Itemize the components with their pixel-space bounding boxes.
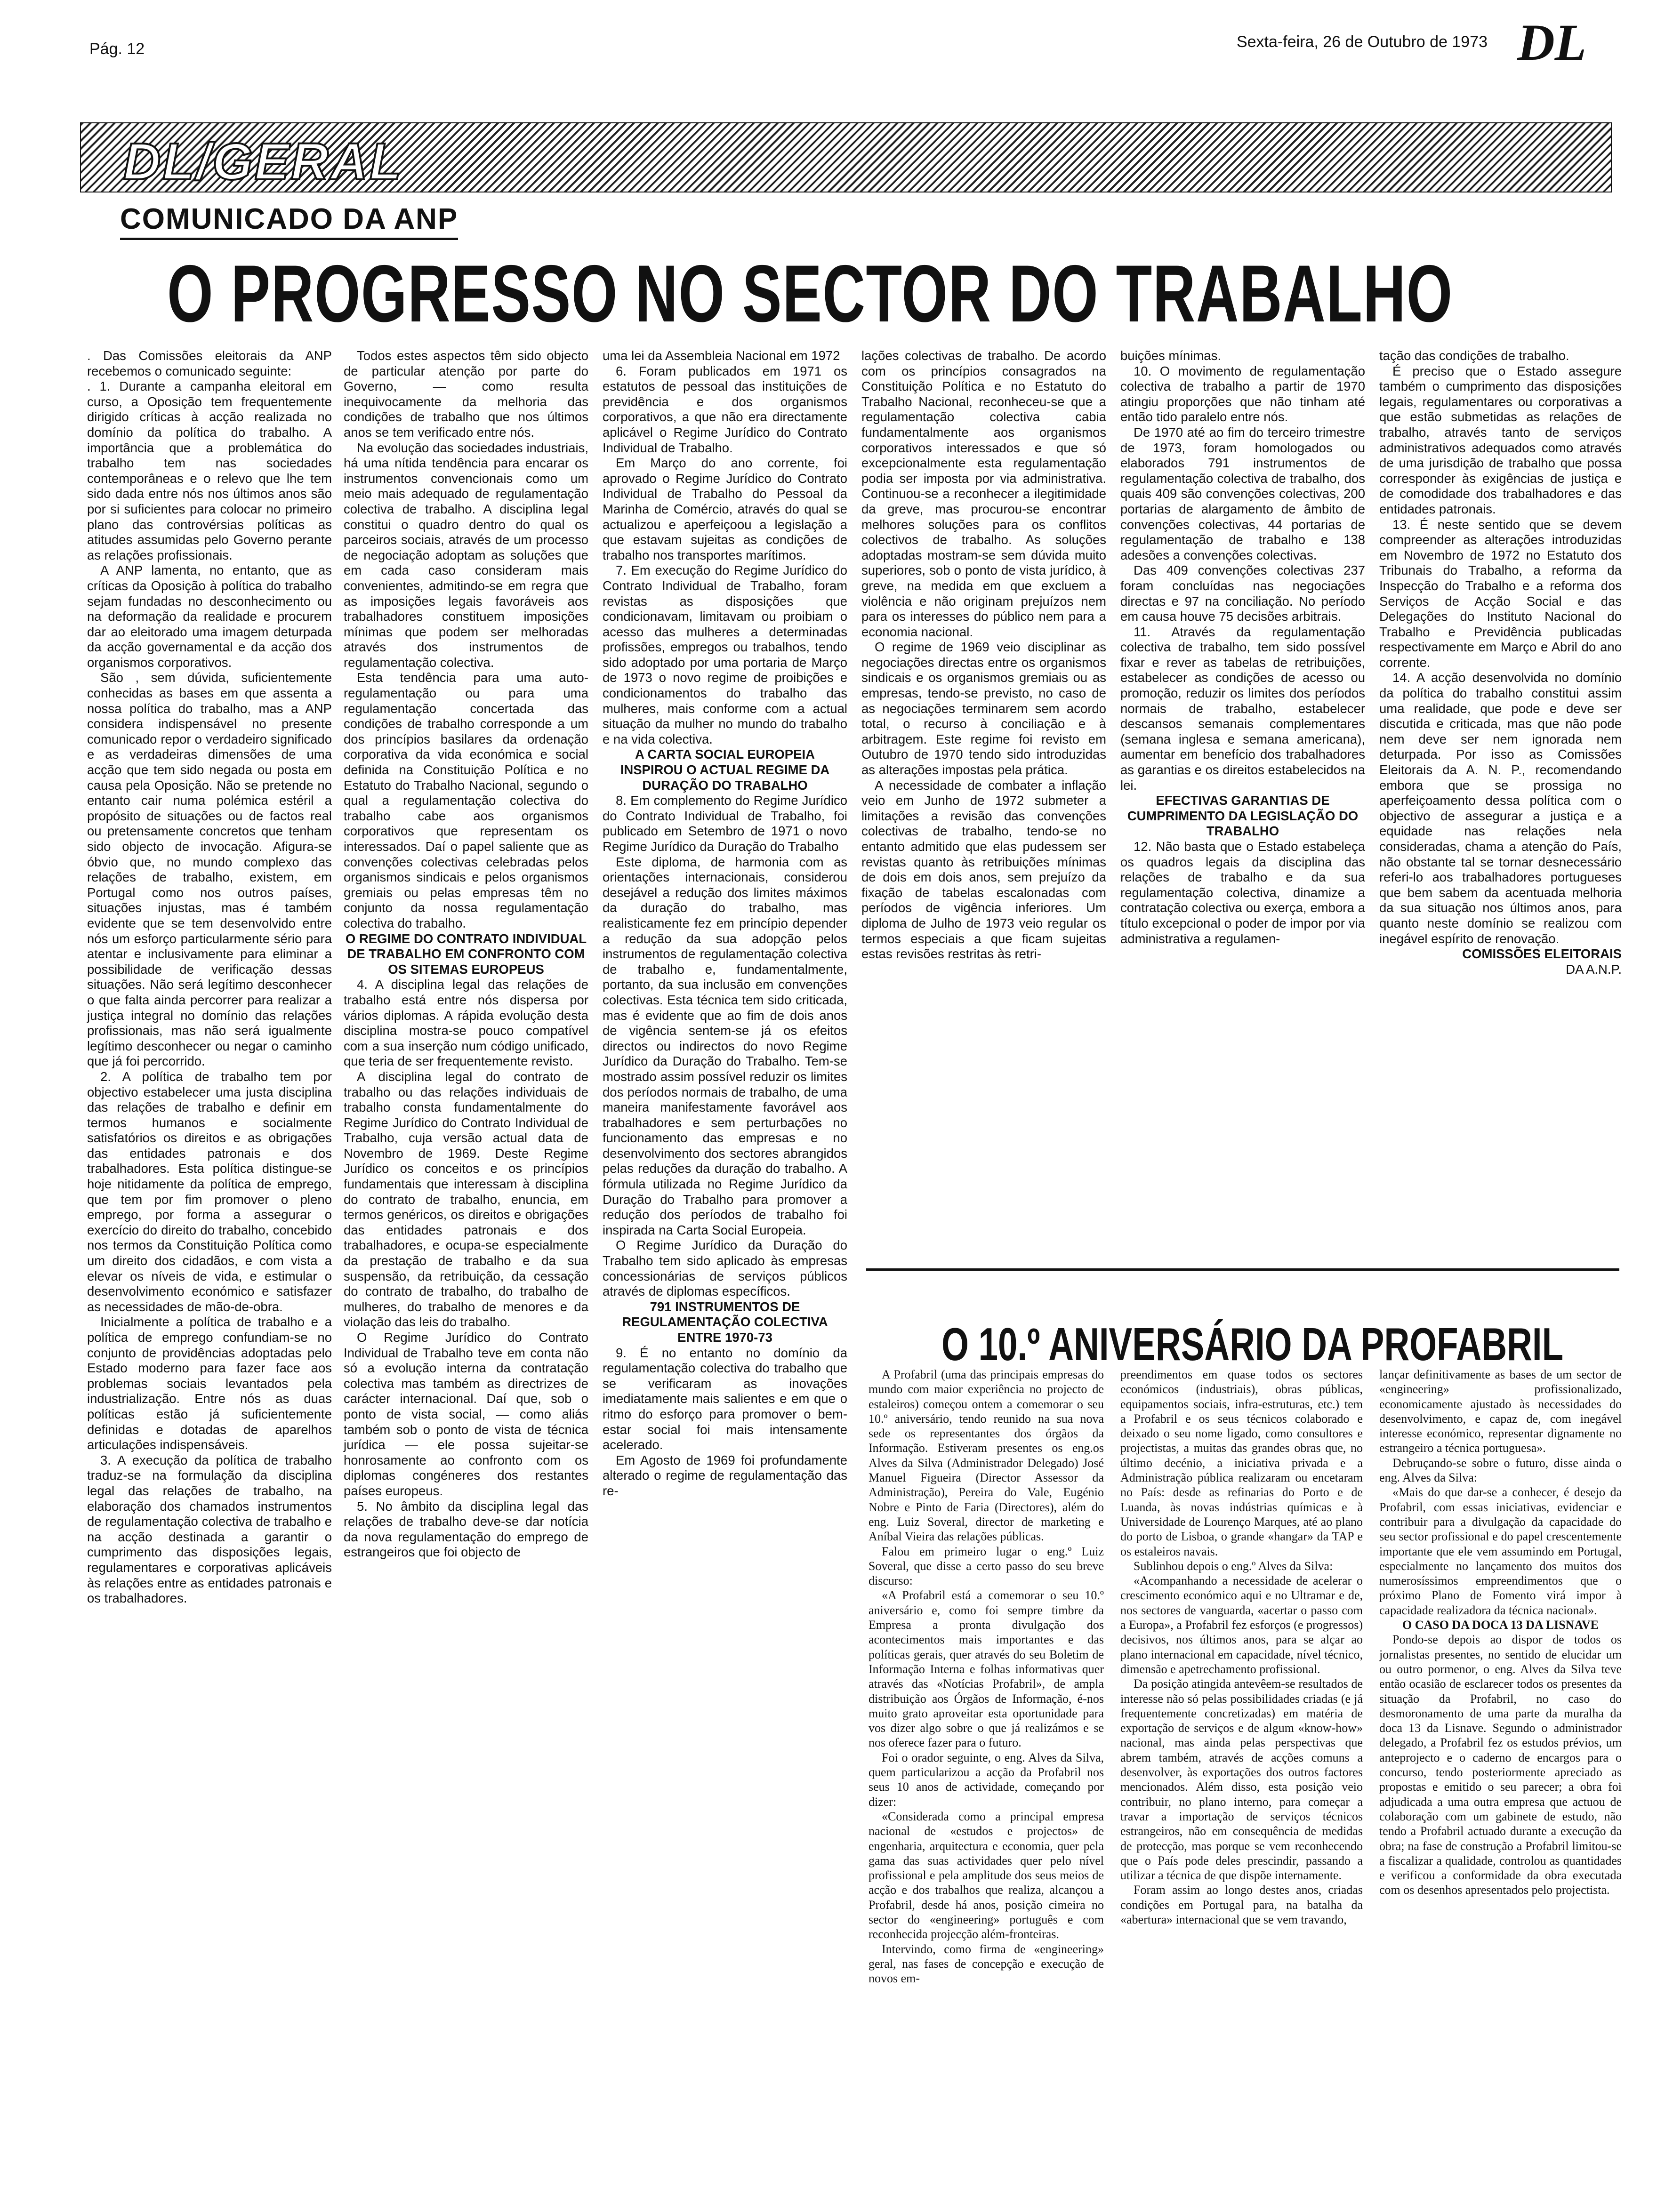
paragraph: Esta tendência para uma auto-regulamentação ou para uma regulamentação concertada das condições de trabalho corresponde a um dos princípios basilares da ordenação corporativa da vida económica e social definida na Constituição Política e no Estatuto do Trabalho Nacional, segundo o qual a regulamentação colectiva do trabalho cabe aos organismos corporativos que representam os interessados. Daí o papel saliente que as convenções colectivas celebradas pelos organismos sindicais e pelos organismos gremiais ou pelas empresas têm no conjunto da nossa regulamentação colectiva do trabalho.: [344, 670, 588, 930]
paragraph: A ANP lamenta, no entanto, que as críticas da Oposição à política do trabalho sejam fundadas no desconhecimento ou na deformação da realidade e procurem dar ao eleitorado uma imagem deturpada da acção governamental e da acção dos organismos corporativos.: [87, 563, 332, 670]
paragraph: 12. Não basta que o Estado estabeleça os quadros legais da disciplina das relações de trabalho e da sua regulamentação colectiva, dinamize a contratação colectiva ou exerça, embora a título excepcional o poder de impor por via administrativa a regulamen-: [1120, 839, 1365, 946]
article-headline: O PROGRESSO NO SECTOR DO TRABALHO: [167, 248, 1453, 339]
paragraph: 14. A acção desenvolvida no domínio da política do trabalho constitui assim uma realidade, que pode e deve ser discutida e criticada, mas que não pode nem deve ser nem ignorada nem deturpada. Por isso as Comissões Eleitorais da A. N. P., recomendando embora que se prossiga no aperfeiçoamento dessa política com o objectivo de assegurar a justiça e a equidade nas relações nela consideradas, chama a atenção do País, não obstante tal se tornar desnecessário referi-lo aos trabalhadores portugueses que bem sabem da acentuada melhoria da sua situação nos últimos anos, para quanto neste domínio se realizou com inegável espírito de renovação.: [1379, 670, 1622, 946]
paragraph: 6. Foram publicados em 1971 os estatutos de pessoal das instituições de previdência e dos organismos corporativos, a que não era directamente aplicável o Regime Jurídico do Contrato Individual de Trabalho.: [603, 363, 847, 455]
section-subheading: O REGIME DO CONTRATO INDIVIDUAL DE TRABALHO EM CONFRONTO COM OS SITEMAS EUROPEUS: [345, 931, 587, 977]
paragraph: lançar definitivamente as bases de um sector de «engineering» profissionalizado, economicamente ajustado às necessidades do desenvolvimento, e capaz de, com inegável interesse económico, representar dignamente no estrangeiro a técnica portuguesa».: [1379, 1368, 1622, 1455]
paragraph: tação das condições de trabalho.: [1379, 348, 1569, 363]
section-label: DL/GERAL: [123, 133, 403, 191]
section-subheading: 791 INSTRUMENTOS DE REGULAMENTAÇÃO COLECTIVA ENTRE 1970-73: [622, 1299, 828, 1345]
paragraph: Em Agosto de 1969 foi profundamente alterado o regime de regulamentação das re-: [603, 1452, 847, 1498]
paragraph: lações colectivas de trabalho. De acordo com os princípios consagrados na Constituição Política e no Estatuto do Trabalho Nacional, reconheceu-se que a regulamentação colectiva cabia fundamentalmente aos organismos corporativos interessados e que só excepcionalmente esta regulamentação podia ser imposta por via administrativa. Continuou-se a reconhecer a ilegitimidade da greve, mas procurou-se encontrar melhores soluções para os conflitos colectivos de trabalho. As soluções adoptadas mostram-se sem dúvida muito superiores, sob o ponto de vista jurídico, à greve, na medida em que excluem a violência e não originam prejuízos nem para os interesses do público nem para a economia nacional.: [861, 348, 1106, 639]
paragraph: «Considerada como a principal empresa nacional de «estudos e projectos» de engenharia, arquitectura e economia, quer pela gama das suas actividades quer pelo nível profissional e pela amplitude dos seus meios de acção e dos trabalhos que realiza, alcançou a Profabril, desde há anos, posição cimeira no sector do «engineering» português e com reconhecida projecção além-fronteiras.: [869, 1809, 1104, 1941]
anp-column-2: [344, 348, 588, 1560]
paragraph: . Das Comissões eleitorais da ANP recebemos o comunicado seguinte:: [87, 348, 332, 378]
paragraph: São , sem dúvida, suficientemente conhecidas as bases em que assenta a nossa política do trabalho, mas a ANP considera indispensável no presente comunicado repor o verdadeiro significado e as verdadeiras dimensões de uma acção que tem sido negada ou posta em causa pela Oposição. Não se pretende no entanto cair numa polémica estéril a propósito de situações ou de factos real ou pretensamente concretos que tenham sido objecto de invocação. Afigura-se óbvio que, no mundo complexo das relações de trabalho, existem, em Portugal como nos outros países, situações injustas, mas é também evidente que se tem desenvolvido entre nós um esforço particularmente sério para atentar e inclusivamente para eliminar a possibilidade de verificação dessas situações. Não será legítimo desconhecer o que falta ainda percorrer para realizar a justiça integral no domínio das relações profissionais, mas não será igualmente legítimo desconhecer ou negar o caminho que já foi percorrido.: [87, 670, 332, 1069]
profabril-headline: O 10.º ANIVERSÁRIO DA PROFABRIL: [941, 1318, 1564, 1370]
section-subheading: A CARTA SOCIAL EUROPEIA INSPIROU O ACTUAL REGIME DA DURAÇÃO DO TRABALHO: [620, 747, 830, 793]
paragraph: preendimentos em quase todos os sectores económicos (industriais), obras públicas, equipamentos sociais, infra-estruturas, etc.) tem a Profabril e os seus técnicos colaborado e deixado o seu nome ligado, como consultores e projectistas, a muitas das grandes obras que, no último decénio, a iniciativa privada e a Administração pública realizaram ou encetaram no País: desde as refinarias do Porto e de Luanda, às novas indústrias químicas e à Universidade de Lourenço Marques, até ao plano do porto de Lisboa, o grande «hangar» da TAP e os estaleiros navais.: [1120, 1368, 1363, 1558]
paragraph: «A Profabril está a comemorar o seu 10.º aniversário e, como foi sempre timbre da Empresa a pronta divulgação dos acontecimentos mais importantes e das políticas gerais, quer através do seu Boletim de Informação Interna e folhas informativas quer através das «Notícias Profabril», de ampla distribuição aos Órgãos de Informação, é-nos muito grato aproveitar esta oportunidade para vos dizer algo sobre o que já realizámos e se nos oferece fazer para o futuro.: [869, 1588, 1104, 1750]
paragraph: 7. Em execução do Regime Jurídico do Contrato Individual de Trabalho, foram revistas as disposições que condicionavam, limitavam ou proibiam o acesso das mulheres a determinadas profissões, empregos ou trabalhos, tendo sido adoptado por uma portaria de Março de 1973 o novo regime de proibições e condicionamentos do trabalho das mulheres, mais conforme com a actual situação da mulher no mundo do trabalho e na vida colectiva.: [603, 563, 847, 746]
paragraph: «Acompanhando a necessidade de acelerar o crescimento económico aqui e no Ultramar e de, nos sectores de vanguarda, «acertar o passo com a Europa», a Profabril fez esforços (e progressos) decisivos, nos últimos anos, para se alçar ao plano internacional em capacidade, nível técnico, dimensão e apetrechamento profissional.: [1120, 1574, 1363, 1676]
anp-column-6: [1379, 348, 1622, 977]
signature-line: DA A.N.P.: [1566, 962, 1622, 977]
paragraph: 11. Através da regulamentação colectiva de trabalho, tem sido possível fixar e rever as tabelas de retribuições, estabelecer as condições de acesso ou promoção, reduzir os limites dos períodos normais de trabalho, estabelecer descansos semanais complementares (semana inglesa e semana americana), aumentar em benefício dos trabalhadores as garantias e os direitos estabelecidos na lei.: [1120, 624, 1365, 793]
paragraph: 9. É no entanto no domínio da regulamentação colectiva do trabalho que se verificaram as inovações imediatamente mais salientes e em que o ritmo do esforço para promover o bem-estar social foi mais intensamente acelerado.: [603, 1345, 847, 1452]
issue-date: Sexta-feira, 26 de Outubro de 1973: [1236, 33, 1488, 51]
paragraph: «Mais do que dar-se a conhecer, é desejo da Profabril, com essas iniciativas, evidenciar e contribuir para a divulgação da capacidade do seu sector profissional e do papel crescentemente importante que ele vem assumindo em Portugal, especialmente no lançamento dos muitos dos numerosíssimos empreendimentos que o próximo Plano de Fomento virá impor à capacidade realizadora da técnica nacional».: [1379, 1485, 1622, 1617]
paragraph: 4. A disciplina legal das relações de trabalho está entre nós dispersa por vários diplomas. A rápida evolução desta disciplina mostra-se pouco compatível com a sua inserção num código unificado, que teria de ser frequentemente revisto.: [344, 977, 588, 1069]
paragraph: Na evolução das sociedades industriais, há uma nítida tendência para encarar os instrumentos convencionais como um meio mais adequado de regulamentação colectiva de trabalho. A disciplina legal constitui o quadro dentro do qual os parceiros sociais, através de um processo de negociação adoptam as soluções que em cada caso consideram mais convenientes, admitindo-se em regra que as imposições legais favoráveis aos trabalhadores constituem imposições mínimas que podem ser melhoradas através dos instrumentos de regulamentação colectiva.: [344, 440, 588, 670]
newspaper-logo: DL: [1517, 14, 1586, 71]
section-banner: [80, 122, 1612, 192]
signature: COMISSÕES ELEITORAIS: [1462, 946, 1622, 962]
paragraph: . 1. Durante a campanha eleitoral em curso, a Oposição tem frequentemente dirigido críticas à acção realizada no domínio da política do trabalho. A importância que a problemática do trabalho tem nas sociedades contemporâneas e o relevo que lhe tem sido dada entre nós nos últimos anos são por si suficientes para colocar no primeiro plano das controvérsias políticas as atitudes assumidas pelo Governo perante as relações profissionais.: [87, 379, 332, 562]
paragraph: De 1970 até ao fim do terceiro trimestre de 1973, foram homologados ou elaborados 791 instrumentos de regulamentação colectiva de trabalho, dos quais 409 são convenções colectivas, 200 portarias de alargamento de âmbito de convenções colectivas, 44 portarias de regulamentação de trabalho e 138 adesões a convenções colectivas.: [1120, 425, 1365, 562]
paragraph: 13. É neste sentido que se devem compreender as alterações introduzidas em Novembro de 1972 no Estatuto dos Tribunais do Trabalho, a reforma da Inspecção do Trabalho e a reforma dos Serviços de Acção Social e das Delegações do Instituto Nacional do Trabalho e Previdência publicadas respectivamente em Março e Abril do ano corrente.: [1379, 517, 1622, 670]
paragraph: Falou em primeiro lugar o eng.º Luiz Soveral, que disse a certo passo do seu breve discurso:: [869, 1544, 1104, 1588]
paragraph: A disciplina legal do contrato de trabalho ou das relações individuais de trabalho consta fundamentalmente do Regime Jurídico do Contrato Individual de Trabalho, cuja versão actual data de Novembro de 1969. Deste Regime Jurídico os conceitos e os princípios fundamentais que interessam à disciplina do contrato de trabalho, enuncia, em termos genéricos, os direitos e obrigações das entidades patronais e dos trabalhadores, e ocupa-se especialmente da prestação de trabalho e da sua suspensão, da retribuição, da cessação do contrato de trabalho, do trabalho de mulheres, do trabalho de menores e da violação das leis do trabalho.: [344, 1069, 588, 1330]
paragraph: 3. A execução da política de trabalho traduz-se na formulação da disciplina legal das relações de trabalho, na elaboração dos chamados instrumentos de regulamentação colectiva de trabalho e na acção destinada a garantir o cumprimento das disposições legais, regulamentares e corporativas aplicáveis às relações entre as entidades patronais e os trabalhadores.: [87, 1452, 332, 1606]
paragraph: O Regime Jurídico do Contrato Individual de Trabalho teve em conta não só a evolução interna da contratação colectiva mas também as directrizes de carácter internacional. Daí que, sob o ponto de vista social, — como aliás também sob o ponto de vista de técnica jurídica — ele possa sujeitar-se honrosamente ao confronto com os diplomas congéneres dos restantes países europeus.: [344, 1330, 588, 1498]
paragraph: Todos estes aspectos têm sido objecto de particular atenção por parte do Governo, — como resulta inequivocamente da melhoria das condições de trabalho que nos últimos anos se tem verificado entre nós.: [344, 348, 588, 440]
paragraph: O regime de 1969 veio disciplinar as negociações directas entre os organismos sindicais e os organismos gremiais ou as empresas, tendo-se previsto, no caso de as negociações terminarem sem acordo total, o recurso à conciliação e à arbitragem. Este regime foi revisto em Outubro de 1970 tendo sido introduzidas as alterações impostas pela prática.: [861, 640, 1106, 777]
paragraph: Sublinhou depois o eng.º Alves da Silva:: [1134, 1559, 1333, 1573]
paragraph: A Profabril (uma das principais empresas do mundo com maior experiência no projecto de estaleiros) começou ontem a comemorar o seu 10.º aniversário, tendo reunido na sua nova sede os representantes dos órgãos da Informação. Estiveram presentes os eng.os Alves da Silva (Administrador Delegado) José Manuel Figueira (Director Assessor da Administração), Pereira do Vale, Eugénio Nobre e Pinto de Faria (Directores), além do eng. Luiz Soveral, director de marketing e Aníbal Vieira das relações públicas.: [869, 1368, 1104, 1544]
paragraph: Das 409 convenções colectivas 237 foram concluídas nas negociações directas e 97 na conciliação. No período em causa houve 75 decisões arbitrais.: [1120, 563, 1365, 624]
paragraph: buições mínimas.: [1120, 348, 1221, 363]
paragraph: A necessidade de combater a inflação veio em Junho de 1972 submeter a limitações a revisão das convenções colectivas de trabalho, tendo-se no entanto admitido que elas pudessem ser revistas quanto às retribuições mínimas de dois em dois anos, sem prejuízo da fixação de tabelas escalonadas com períodos de vigência inferiores. Um diploma de Julho de 1973 veio regular os termos especiais a que ficam sujeitas estas revisões restritas às retri-: [861, 777, 1106, 962]
paragraph: É preciso que o Estado assegure também o cumprimento das disposições legais, regulamentares ou corporativas a que estão submetidas as relações de trabalho, através tanto de serviços administrativos adequados como através de uma jurisdição de trabalho que possa corresponder às exigências de justiça e de comodidade dos trabalhadores e das entidades patronais.: [1379, 363, 1622, 516]
section-subheading: O CASO DA DOCA 13 DA LISNAVE: [1402, 1618, 1599, 1632]
anp-column-4: [861, 348, 1106, 962]
article-kicker: COMUNICADO DA ANP: [120, 202, 458, 240]
paragraph: Inicialmente a política de trabalho e a política de emprego confundiam-se no conjunto de providências adoptadas pelo Estado moderno para fazer face aos problemas sociais levantados pela industrialização. Entre nós as duas políticas estão já suficientemente definidas e dotadas de aparelhos articulações indispensáveis.: [87, 1314, 332, 1452]
anp-column-5: [1120, 348, 1365, 946]
paragraph: 8. Em complemento do Regime Jurídico do Contrato Individual de Trabalho, foi publicado em Setembro de 1971 o novo Regime Jurídico da Duração do Trabalho: [603, 793, 847, 854]
paragraph: Da posição atingida antevêem-se resultados de interesse não só pelas possibilidades criadas (e já frequentemente concretizadas) em matéria de exportação de serviços e de algum «know-how» nacional, mas ainda pelas perspectivas que abrem também, através de acções comuns a desenvolver, às exportações dos outros factores mencionados. Além disso, esta posição veio contribuir, no plano interno, para começar a travar a importação de serviços técnicos estrangeiros, não em consequência de medidas de protecção, mas porque se vem reconhecendo que o País pode deles prescindir, passando a utilizar a técnica de que dispõe internamente.: [1120, 1677, 1363, 1883]
profabril-column-3: [1379, 1367, 1622, 1898]
paragraph: uma lei da Assembleia Nacional em 1972: [603, 348, 840, 363]
paragraph: O Regime Jurídico da Duração do Trabalho tem sido aplicado às empresas concessionárias de serviços públicos através de diplomas específicos.: [603, 1238, 847, 1299]
paragraph: Foram assim ao longo destes anos, criadas condições em Portugal para, na batalha da «abertura» internacional que se vem travando,: [1120, 1883, 1363, 1926]
paragraph: Intervindo, como firma de «engineering» geral, nas fases de concepção e execução de novos em-: [869, 1942, 1104, 1986]
paragraph: 2. A política de trabalho tem por objectivo estabelecer uma justa disciplina das relações de trabalho e definir em termos humanos e socialmente satisfatórios os direitos e as obrigações das entidades patronais e dos trabalhadores. Esta política distingue-se hoje nitidamente da política de emprego, que tem por fim promover o pleno emprego, por forma a assegurar o exercício do direito do trabalho, concebido nos termos da Constituição Política como um direito dos cidadãos, e com vista a elevar os níveis de vida, e estimular o desenvolvimento económico e satisfazer as necessidades de mão-de-obra.: [87, 1069, 332, 1314]
paragraph: Pondo-se depois ao dispor de todos os jornalistas presentes, no sentido de elucidar um ou outro pormenor, o eng. Alves da Silva teve então ocasião de esclarecer todos os presentes da situação da Profabril, no caso do desmoronamento de uma parte da muralha da doca 13 da Lisnave. Segundo o administrador delegado, a Profabril fez os estudos prévios, um anteprojecto e o caderno de encargos para o concurso, tendo posteriormente apreciado as propostas e emitido o seu parecer; a obra foi adjudicada a uma outra empresa que actuou de colaboração com um gabinete de estudo, não tendo a Profabril actuado durante a execução da obra; na fase de construção a Profabril limitou-se a fiscalizar a qualidade, controlou as quantidades e verificou a conformidade da obra executada com os desenhos apresentados pelo projectista.: [1379, 1633, 1622, 1897]
article-divider: [866, 1268, 1619, 1271]
section-subheading: EFECTIVAS GARANTIAS DE CUMPRIMENTO DA LEGISLAÇÃO DO TRABALHO: [1127, 793, 1359, 839]
paragraph: 10. O movimento de regulamentação colectiva de trabalho a partir de 1970 atingiu proporções que não tinham até então tido paralelo entre nós.: [1120, 363, 1365, 425]
paragraph: Este diploma, de harmonia com as orientações internacionais, considerou desejável a redução dos limites máximos da duração do trabalho, mas realisticamente fez em princípio depender a redução da sua adopção pelos instrumentos de regulamentação colectiva de trabalho e, fundamentalmente, portanto, da sua inclusão em convenções colectivas. Esta técnica tem sido criticada, mas é evidente que ao fim de dois anos de vigência sentem-se já os efeitos directos ou indirectos do novo Regime Jurídico da Duração do Trabalho. Tem-se mostrado assim possível reduzir os limites dos períodos normais de trabalho, de uma maneira manifestamente favorável aos trabalhadores e sem perturbações no funcionamento das empresas e no desenvolvimento dos sectores abrangidos pelas reduções da duração do trabalho. A fórmula utilizada no Regime Jurídico da Duração do Trabalho para promover a redução dos períodos de trabalho foi inspirada na Carta Social Europeia.: [603, 854, 847, 1237]
anp-column-3: [603, 348, 847, 1499]
paragraph: Foi o orador seguinte, o eng. Alves da Silva, quem particularizou a acção da Profabril nos seus 10 anos de actividade, começando por dizer:: [869, 1750, 1104, 1809]
paragraph: Debruçando-se sobre o futuro, disse ainda o eng. Alves da Silva:: [1379, 1456, 1622, 1485]
page-number: Pág. 12: [89, 40, 145, 58]
paragraph: 5. No âmbito da disciplina legal das relações de trabalho deve-se dar notícia da nova regulamentação do emprego de estrangeiros que foi objecto de: [344, 1499, 588, 1560]
profabril-column-1: [869, 1367, 1104, 1986]
paragraph: Em Março do ano corrente, foi aprovado o Regime Jurídico do Contrato Individual de Trabalho do Pessoal da Marinha de Comércio, através do qual se actualizou e aperfeiçoou a legislação a que estavam sujeitas as condições de trabalho nos transportes marítimos.: [603, 456, 847, 562]
profabril-column-2: [1120, 1367, 1363, 1927]
anp-column-1: [87, 348, 332, 1606]
